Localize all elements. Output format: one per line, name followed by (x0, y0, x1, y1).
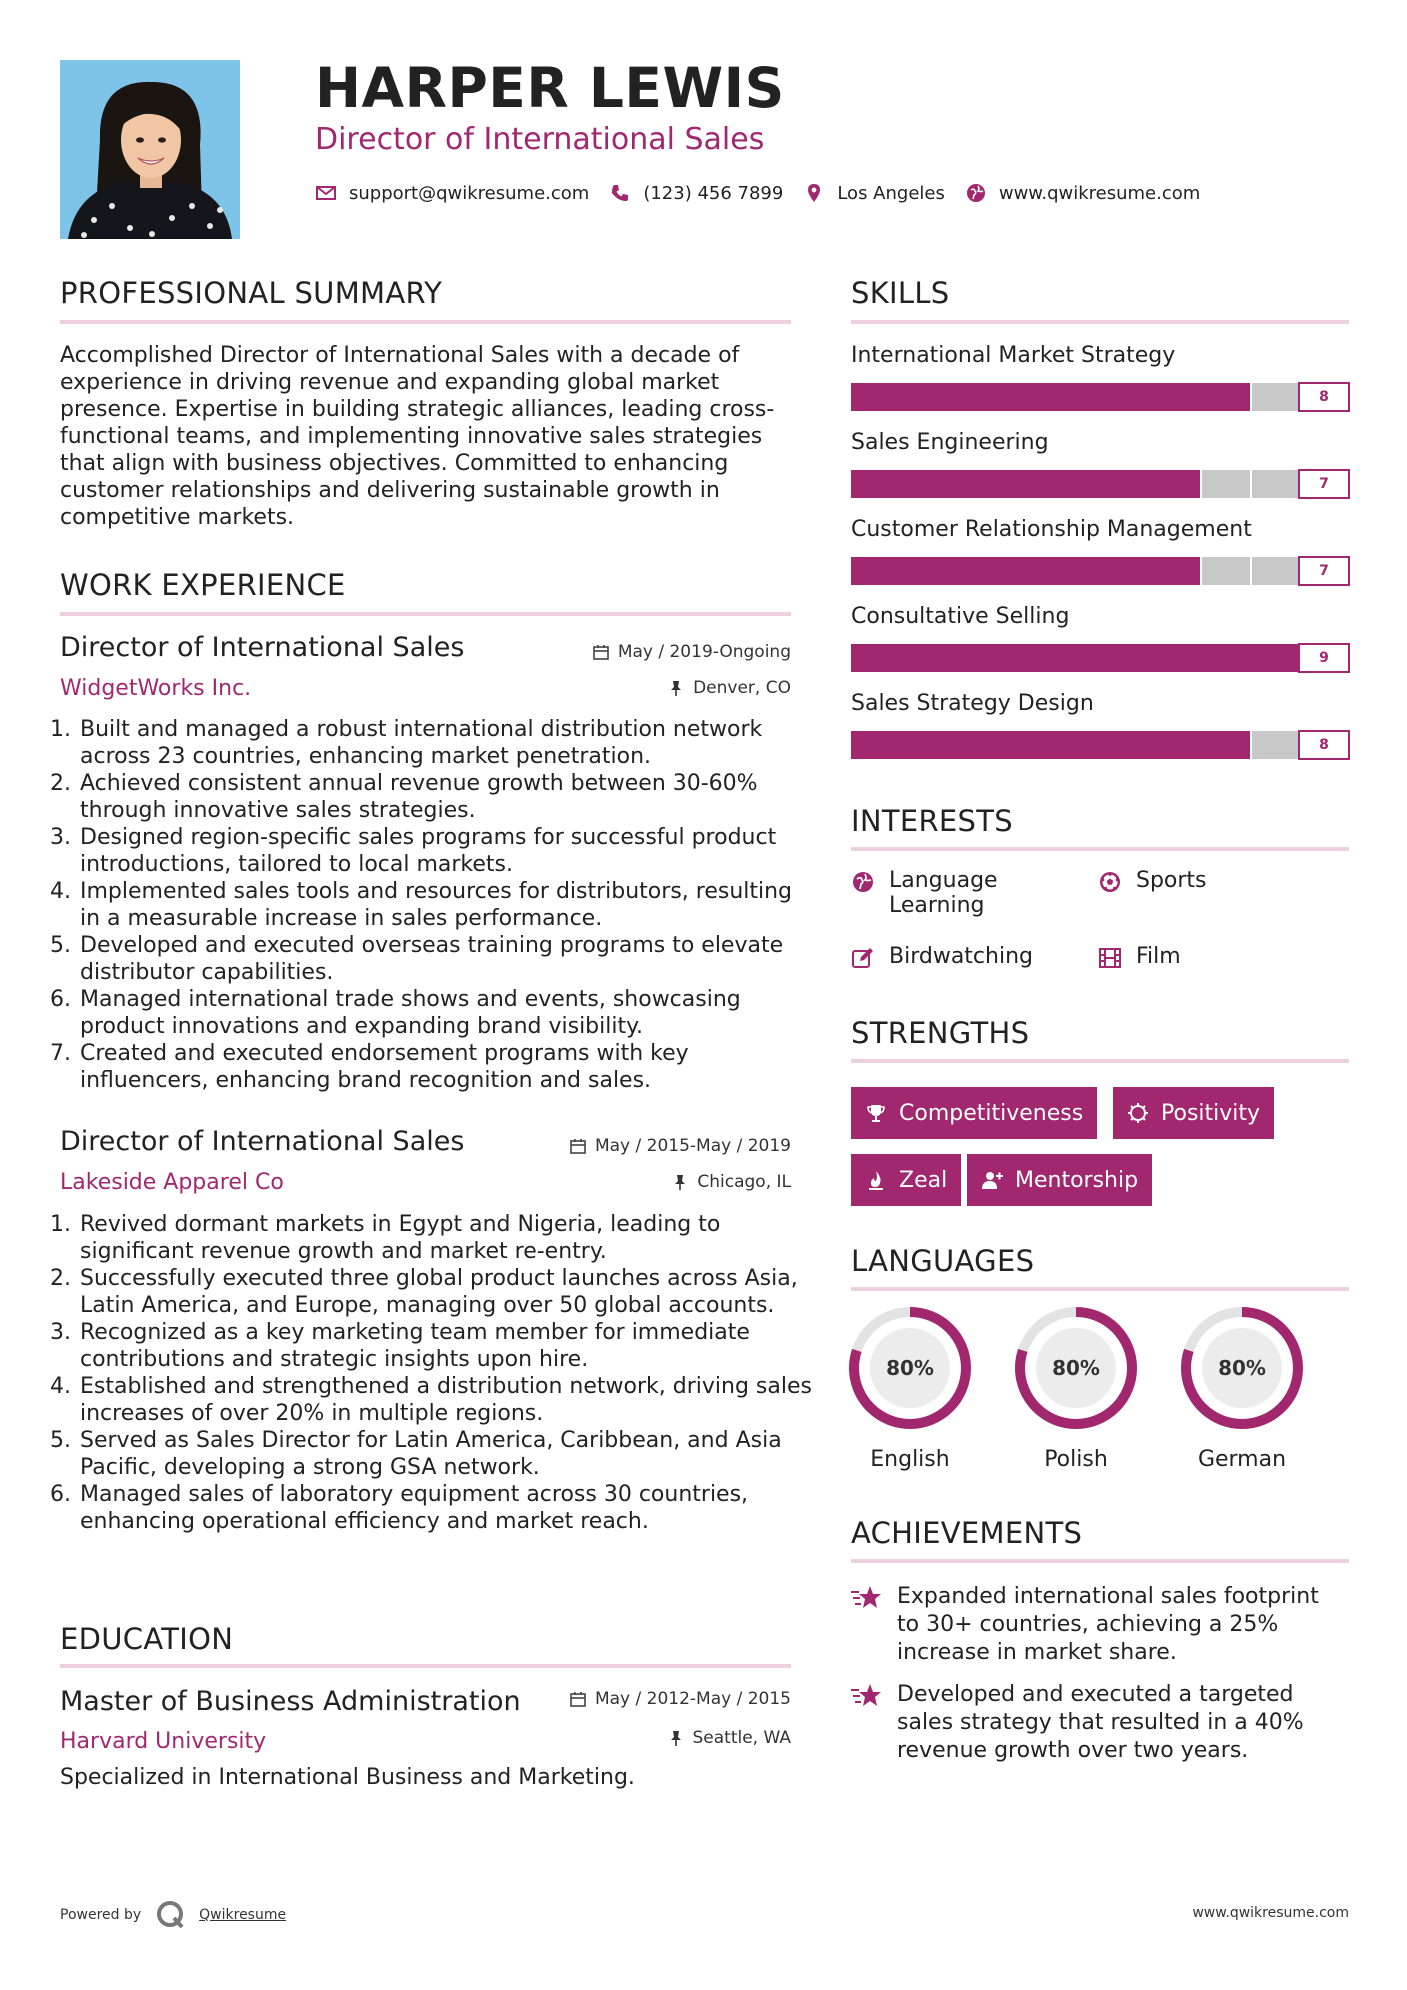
skill-segment-filled (901, 470, 951, 498)
company-name: Lakeside Apparel Co (60, 1170, 284, 1195)
education-location-text: Seattle, WA (692, 1728, 791, 1748)
trophy-icon (865, 1102, 887, 1124)
skill-bar (851, 382, 1350, 412)
gauge-percent-label: 80% (1218, 1356, 1266, 1380)
strengths-heading: STRENGTHS (851, 1016, 1030, 1050)
language-item (1011, 1303, 1141, 1472)
profile-photo (60, 60, 240, 239)
skill-segment-filled (1051, 470, 1101, 498)
skill-segment-empty (1250, 383, 1300, 411)
contact-location (803, 182, 945, 204)
list-item: 6. Managed international trade shows and events, showcasing product innovations and expanding brand visibility. (78, 986, 813, 1040)
language-name: German (1197, 1447, 1287, 1472)
summary-heading: PROFESSIONAL SUMMARY (60, 276, 443, 310)
skill-segment-filled (951, 731, 1001, 759)
website-text: www.qwikresume.com (998, 182, 1201, 204)
sun-icon (1127, 1102, 1149, 1124)
skill-segment-filled (1001, 383, 1051, 411)
contact-email[interactable] (315, 182, 589, 204)
education-location (500, 1728, 791, 1748)
skill-segment-filled (1200, 383, 1250, 411)
user-plus-icon (981, 1169, 1003, 1191)
soccer-ball-icon (1098, 870, 1122, 894)
email-text: support@qwikresume.com (349, 182, 590, 204)
skill-segment-filled (1051, 644, 1101, 672)
powered-by-text: Powered by (60, 1907, 142, 1923)
skill-segment-empty (1200, 557, 1250, 585)
calendar-icon (569, 1137, 587, 1155)
languages-heading: LANGUAGES (851, 1244, 1035, 1278)
map-pin-icon (803, 182, 825, 204)
skill-name: Consultative Selling (851, 604, 1070, 629)
school-name: Harvard University (60, 1729, 267, 1754)
calendar-icon (592, 643, 610, 661)
skill-segment-empty (1250, 470, 1300, 498)
footer-powered (60, 1899, 286, 1931)
interest-label: Birdwatching (889, 944, 1033, 969)
shooting-star-icon (851, 1681, 883, 1709)
education-dates-text: May / 2012-May / 2015 (594, 1689, 791, 1709)
interests-heading: INTERESTS (851, 804, 1013, 838)
skill-segment-filled (901, 731, 951, 759)
skill-segment-filled (1001, 731, 1051, 759)
strength-tag (967, 1154, 1152, 1206)
skill-name: Customer Relationship Management (851, 517, 1252, 542)
skill-segment-filled (1051, 731, 1101, 759)
interest-item (851, 868, 1051, 918)
skill-segment-filled (1001, 644, 1051, 672)
skill-bar (851, 556, 1350, 586)
language-gauge (1011, 1303, 1141, 1433)
strength-label: Mentorship (1015, 1167, 1139, 1193)
edit-icon (851, 946, 875, 970)
job-location-text: Denver, CO (693, 678, 791, 698)
language-name: English (870, 1447, 950, 1472)
skill-segment-filled (901, 383, 951, 411)
skill-name: Sales Engineering (851, 430, 1049, 455)
skill-segment-filled (1150, 644, 1200, 672)
skill-segment-filled (1051, 383, 1101, 411)
list-item: 2. Achieved consistent annual revenue growth between 30-60% through innovative sales strategies. (78, 770, 813, 824)
strengths-rule (851, 1059, 1349, 1063)
job-dates (500, 642, 791, 662)
skill-name: International Market Strategy (851, 343, 1176, 368)
skills-rule (851, 320, 1349, 324)
skill-segment-filled (1150, 383, 1200, 411)
skill-score: 8 (1298, 730, 1350, 760)
list-item: 7. Created and executed endorsement programs with key influencers, enhancing brand recognition and sales. (78, 1040, 813, 1094)
list-item: 4. Implemented sales tools and resources for distributors, resulting in a measurable increase in sales performance. (78, 878, 813, 932)
skill-segment-filled (1100, 470, 1150, 498)
summary-text: Accomplished Director of International Sales with a decade of experience in driving revenue and expanding global market presence. Expertise in building strategic alliances, leading cross-functional teams, and implementing innovative sales strategies that align with business objectives. Committed to enhancing customer relationships and delivering sustainable growth in competitive markets. (60, 343, 775, 530)
job-title: Director of International Sales (60, 632, 465, 663)
globe-icon (851, 870, 875, 894)
language-item (845, 1303, 975, 1472)
strength-tag (851, 1154, 961, 1206)
candidate-title: Director of International Sales (315, 122, 765, 157)
strength-tag (1113, 1087, 1274, 1139)
education-rule (60, 1664, 791, 1668)
skill-segment-filled (951, 644, 1001, 672)
skill-segment-filled (1200, 731, 1250, 759)
contact-phone[interactable] (609, 182, 783, 204)
interest-item (1098, 944, 1298, 970)
brand-link[interactable]: Qwikresume (199, 1907, 287, 1923)
skill-segment-filled (1150, 557, 1200, 585)
skill-segment-filled (851, 644, 901, 672)
skill-segment-filled (951, 383, 1001, 411)
interest-item (851, 944, 1071, 970)
skill-score: 7 (1298, 469, 1350, 499)
achievements-heading: ACHIEVEMENTS (851, 1516, 1083, 1550)
languages-rule (851, 1287, 1349, 1291)
job-title: Director of International Sales (60, 1126, 465, 1157)
globe-icon (965, 182, 987, 204)
achievement-item (851, 1681, 1331, 1765)
language-gauge (845, 1303, 975, 1433)
calendar-icon (569, 1690, 587, 1708)
skill-score: 9 (1298, 643, 1350, 673)
list-item: 2. Successfully executed three global product launches across Asia, Latin America, and Europe, managing over 50 global accounts. (78, 1265, 813, 1319)
skill-segment-filled (901, 644, 951, 672)
skill-segment-empty (1200, 470, 1250, 498)
list-item: 5. Developed and executed overseas training programs to elevate distributor capabilities. (78, 932, 813, 986)
pushpin-icon (667, 1729, 685, 1747)
skill-segment-filled (851, 731, 901, 759)
phone-icon (609, 182, 631, 204)
list-item: 5. Served as Sales Director for Latin America, Caribbean, and Asia Pacific, developing a strong GSA network. (78, 1427, 813, 1481)
job-location (500, 1172, 791, 1192)
job-location (500, 678, 791, 698)
skill-segment-filled (851, 557, 901, 585)
skill-segment-filled (1250, 644, 1300, 672)
summary-rule (60, 320, 791, 324)
company-name: WidgetWorks Inc. (60, 676, 252, 701)
job-dates-text: May / 2019-Ongoing (617, 642, 791, 662)
skill-segment-filled (1001, 557, 1051, 585)
list-item: 3. Recognized as a key marketing team member for immediate contributions and strategic insights upon hire. (78, 1319, 813, 1373)
job-dates (500, 1136, 791, 1156)
film-icon (1098, 946, 1122, 970)
strength-tag (851, 1087, 1097, 1139)
envelope-icon (315, 182, 337, 204)
pushpin-icon (671, 1173, 689, 1191)
interests-rule (851, 847, 1349, 851)
location-text: Los Angeles (837, 182, 945, 204)
skill-segment-filled (951, 557, 1001, 585)
achievement-item (851, 1583, 1331, 1667)
qwikresume-logo-icon (155, 1899, 187, 1931)
achievements-rule (851, 1559, 1349, 1563)
strength-label: Zeal (899, 1167, 948, 1193)
contact-bar (315, 178, 1220, 208)
skill-segment-filled (1150, 731, 1200, 759)
language-item (1177, 1303, 1307, 1472)
skill-segment-empty (1250, 731, 1300, 759)
experience-rule (60, 612, 791, 616)
skill-score: 7 (1298, 556, 1350, 586)
skill-segment-filled (1150, 470, 1200, 498)
list-item: 1. Built and managed a robust international distribution network across 23 countries, enhancing market penetration. (78, 716, 813, 770)
skill-segment-filled (1100, 383, 1150, 411)
experience-heading: WORK EXPERIENCE (60, 568, 346, 602)
skill-segment-filled (1100, 557, 1150, 585)
job-dates-text: May / 2015-May / 2019 (594, 1136, 791, 1156)
skills-heading: SKILLS (851, 276, 950, 310)
education-dates (500, 1689, 791, 1709)
flame-icon (865, 1169, 887, 1191)
language-name: Polish (1044, 1447, 1108, 1472)
skill-bar (851, 469, 1350, 499)
skill-segment-filled (951, 470, 1001, 498)
education-description: Specialized in International Business and Marketing. (60, 1765, 635, 1790)
education-heading: EDUCATION (60, 1622, 234, 1656)
gauge-percent-label: 80% (1052, 1356, 1100, 1380)
degree-title: Master of Business Administration (60, 1686, 521, 1717)
list-item: 6. Managed sales of laboratory equipment across 30 countries, enhancing operational efficiency and market reach. (78, 1481, 813, 1535)
skill-bar (851, 643, 1350, 673)
skill-segment-filled (1100, 731, 1150, 759)
language-gauge (1177, 1303, 1307, 1433)
skill-segment-empty (1250, 557, 1300, 585)
shooting-star-icon (851, 1583, 883, 1611)
gauge-percent-label: 80% (886, 1356, 934, 1380)
pushpin-icon (667, 679, 685, 697)
list-item: 3. Designed region-specific sales programs for successful product introductions, tailored to local markets. (78, 824, 813, 878)
skill-segment-filled (851, 383, 901, 411)
skill-bar (851, 730, 1350, 760)
list-item: 4. Established and strengthened a distribution network, driving sales increases of over 20% in multiple regions. (78, 1373, 813, 1427)
skill-segment-filled (851, 470, 901, 498)
list-item: 1. Revived dormant markets in Egypt and Nigeria, leading to significant revenue growth and market re-entry. (78, 1211, 813, 1265)
skill-name: Sales Strategy Design (851, 691, 1094, 716)
interest-label: Film (1136, 944, 1181, 969)
interest-label: Language Learning (889, 868, 998, 918)
skill-score: 8 (1298, 382, 1350, 412)
job-bullets (60, 716, 813, 1094)
skill-segment-filled (1051, 557, 1101, 585)
job-location-text: Chicago, IL (697, 1172, 791, 1192)
strength-label: Competitiveness (899, 1100, 1084, 1126)
job-bullets (60, 1211, 813, 1535)
contact-website[interactable] (965, 182, 1200, 204)
skill-segment-filled (1100, 644, 1150, 672)
footer-website[interactable]: www.qwikresume.com (1192, 1905, 1349, 1921)
candidate-name: HARPER LEWIS (315, 56, 785, 120)
achievement-text: Developed and executed a targeted sales strategy that resulted in a 40% revenue growth over two years. (897, 1682, 1304, 1763)
skill-segment-filled (901, 557, 951, 585)
phone-text: (123) 456 7899 (643, 182, 784, 204)
interest-item (1098, 868, 1298, 894)
achievement-text: Expanded international sales footprint to 30+ countries, achieving a 25% increase in market share. (897, 1584, 1319, 1665)
interest-label: Sports (1136, 868, 1207, 893)
skill-segment-filled (1200, 644, 1250, 672)
strength-label: Positivity (1161, 1100, 1261, 1126)
skill-segment-filled (1001, 470, 1051, 498)
